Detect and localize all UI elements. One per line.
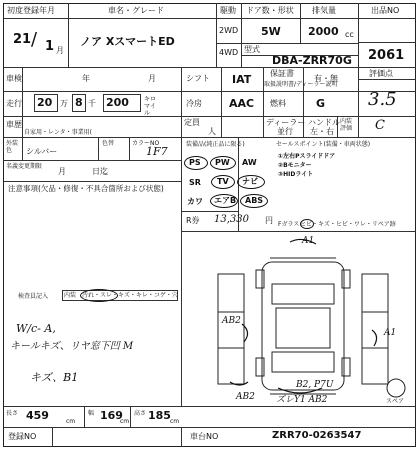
equip-navi: ナビ <box>242 177 258 186</box>
equip-leather: カワ <box>187 197 203 206</box>
score-value: 3.5 <box>368 89 397 110</box>
model-value: DBA-ZRR70G <box>272 54 352 67</box>
equip-sr: SR <box>189 178 201 187</box>
doors-value: 5W <box>261 25 281 38</box>
history-label: 車歴 <box>6 120 22 129</box>
capacity-unit: 人 <box>208 127 216 136</box>
length-value: 459 <box>26 409 49 422</box>
r-ticket-value: 13,330 <box>214 214 249 225</box>
hw-line-1: W/c- A, <box>16 322 56 335</box>
displacement-label: 排気量 <box>312 6 336 15</box>
handle-value: 左・右 <box>310 127 334 136</box>
interior-cond-circle <box>80 289 118 302</box>
transfer-label: 名義変更期限 <box>6 163 43 170</box>
reg-no-label: 登録NO <box>8 432 37 441</box>
height-value: 185 <box>148 409 171 422</box>
spare-label: スペア <box>386 398 405 405</box>
length-unit: cm <box>66 418 76 425</box>
equip-aw: AW <box>242 158 257 167</box>
transfer-day: 日迄 <box>92 167 108 176</box>
door-label: ドア数・形状 <box>246 6 294 15</box>
interior-cond-label: 内装 <box>64 292 77 299</box>
model-label: 型式 <box>244 45 260 54</box>
mileage-label: 走行 <box>6 99 22 108</box>
warranty-label: 保証書 <box>270 69 294 78</box>
displacement-value: 2000 <box>308 25 339 38</box>
equipment-label: 装備品(純正品に限る) <box>186 141 245 148</box>
equip-abs: ABS <box>245 196 264 205</box>
mileage-unit: キロ マイル <box>144 96 157 117</box>
interior-score-label: 内装評価 <box>340 118 353 132</box>
color-no-label: カラーNO <box>132 140 160 147</box>
sales-item-2: ②Bモニター <box>278 162 312 169</box>
chassis-label: 車台NO <box>190 432 219 441</box>
reg-year: 21 <box>13 32 32 47</box>
sales-title: セールスポイント(装備・車両状態) <box>276 141 371 148</box>
glass-circle <box>300 219 314 229</box>
cc-unit: cc <box>345 30 354 39</box>
month-unit: 月 <box>56 46 64 55</box>
warranty-sub: 取扱説明書/ディーラー説明 <box>264 81 338 88</box>
mileage-digit-1: 20 <box>37 96 53 109</box>
shaken-year: 年 <box>82 74 90 83</box>
shaken-month: 月 <box>148 74 156 83</box>
mark-bottom: ズレY1 AB2 <box>276 395 328 405</box>
drive-4wd: 4WD <box>219 48 239 57</box>
color-no-value: 1F7 <box>146 145 168 158</box>
mark-right: A1 <box>384 328 397 338</box>
shift-value: IAT <box>232 73 252 86</box>
man-unit: 万 <box>60 99 68 108</box>
equip-pw: PW <box>215 158 230 167</box>
height-unit: cm <box>170 418 180 425</box>
name-grade-label: 車名・グレード <box>108 6 164 15</box>
height-label: 高さ <box>134 410 147 417</box>
transfer-month: 月 <box>58 167 66 176</box>
interior-score-value: C <box>375 118 385 133</box>
width-unit: cm <box>120 418 130 425</box>
score-label: 評価点 <box>369 69 393 78</box>
sales-item-1: ①左右Pスライドドア <box>278 153 336 160</box>
color-change-label: 色替 <box>102 140 115 147</box>
slash: / <box>31 29 38 50</box>
length-label: 長さ <box>6 410 19 417</box>
mileage-digit-3: 200 <box>106 96 129 109</box>
dealer-label: ディーラー <box>266 118 306 127</box>
mark-left: AB2 <box>222 316 241 326</box>
glass-label: Fガラス <box>278 221 300 228</box>
shift-label: シフト <box>186 74 210 83</box>
equip-airbag: エアB <box>214 196 237 205</box>
glass-value: ヒビ・キズ・ヒビ・ワレ・リペア跡 <box>300 221 396 228</box>
fuel-label: 燃料 <box>270 99 286 108</box>
car-name: ノア XスマートED <box>80 35 175 48</box>
hw-line-3: キズ、B1 <box>30 371 79 384</box>
handle-label: ハンドル <box>308 118 340 127</box>
width-label: 幅 <box>88 410 95 417</box>
mark-rear-left: AB2 <box>236 392 255 402</box>
mark-front: A1 <box>302 236 315 246</box>
first-reg-label: 初度登録年月 <box>7 6 55 15</box>
inspector-label: 検査員記入 <box>18 293 49 300</box>
capacity-label: 定員 <box>184 118 200 127</box>
lot-label: 出品NO <box>371 6 400 15</box>
shaken-label: 車検 <box>6 74 22 83</box>
sales-item-3: ③HIDライト <box>278 171 314 178</box>
mileage-digit-2: 8 <box>75 96 83 109</box>
width-value: 169 <box>100 409 123 422</box>
warranty-value: 有・無 <box>314 74 338 83</box>
ac-value: AAC <box>229 97 255 110</box>
drive-2wd: 2WD <box>219 26 239 35</box>
lot-number: 2061 <box>368 48 405 63</box>
sen-unit: 千 <box>88 99 96 108</box>
mark-rear-center: B2, P7U <box>296 380 334 390</box>
equip-ps: PS <box>189 158 201 167</box>
fuel-value: G <box>316 97 326 110</box>
history-sub: 自家用・レンタ・事業用( <box>24 129 92 136</box>
chassis-value: ZRR70-0263547 <box>272 430 362 441</box>
r-ticket-label: R券 <box>186 216 200 225</box>
equip-tv: TV <box>217 177 229 186</box>
ext-color-value: シルバー <box>26 147 58 156</box>
ext-color-label: 外装色 <box>6 140 19 154</box>
drive-label: 駆動 <box>220 6 236 15</box>
notes-label: 注意事項(欠品・修復・不具合箇所および状態) <box>8 184 164 193</box>
interior-cond-value: 汚れ・スレ・キズ・キレ・コゲ・穴 <box>82 292 178 299</box>
ac-label: 冷房 <box>186 99 202 108</box>
reg-month: 1 <box>45 39 55 54</box>
yen-unit: 円 <box>265 216 273 225</box>
dealer-value: 並行 <box>277 127 293 136</box>
hw-line-2: キールキズ、リヤ窓下凹 M <box>10 341 134 352</box>
